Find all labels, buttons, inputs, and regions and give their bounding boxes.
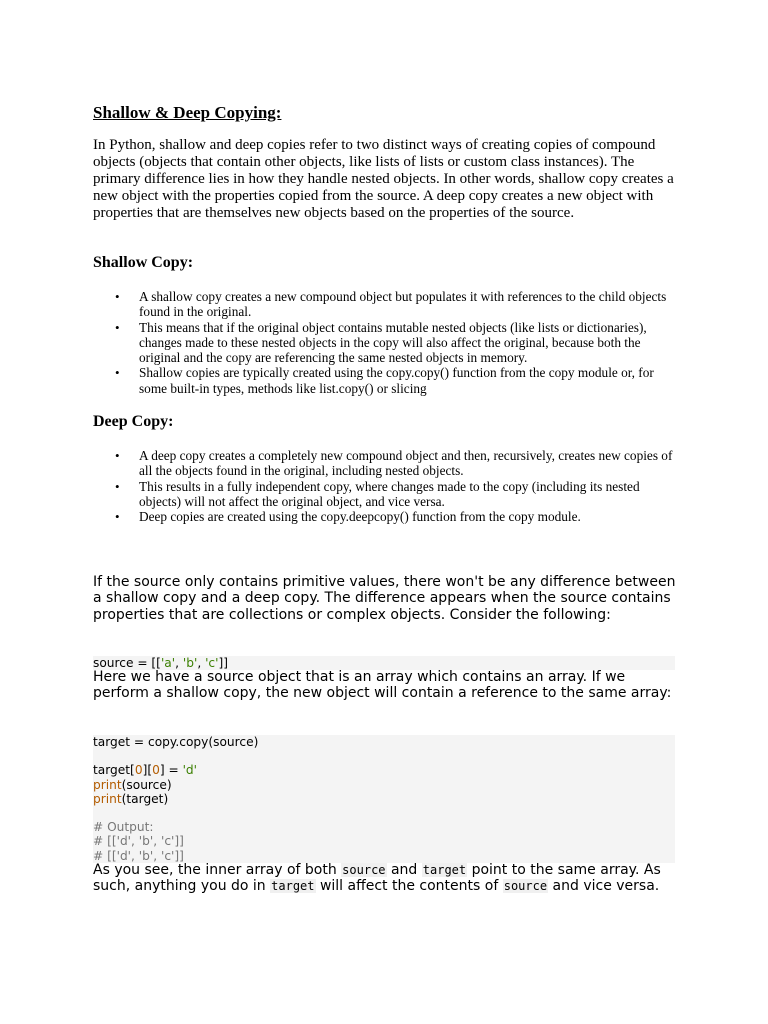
list-item: [93, 448, 683, 479]
conclusion-text: and: [386, 862, 422, 878]
code-text: ,: [175, 656, 183, 670]
code-string: 'b': [182, 656, 198, 670]
code-comment: # [['d', 'b', 'c']]: [93, 834, 184, 849]
inline-code: source: [342, 863, 386, 877]
bullet-icon: •: [115, 365, 120, 381]
shallow-copy-heading: Shallow Copy:: [93, 254, 194, 271]
inline-code: source: [503, 879, 548, 894]
list-item: [93, 509, 683, 524]
conclusion-text: point to the same array. As such, anything you do in: [93, 862, 661, 895]
list-item: [93, 289, 683, 320]
shallow-explanation-paragraph: Here we have a source object that is an array which contains an array. If we perform a shallow copy, the new object will contain a reference to the same array:: [93, 669, 672, 702]
code-text: ][: [142, 763, 153, 778]
list-item: [93, 479, 683, 510]
code-block-copy: [93, 735, 675, 863]
code-string: 'd': [182, 763, 198, 778]
code-comment: # Output:: [93, 820, 154, 835]
list-item-text: A shallow copy creates a new compound object but populates it with references to the child objects found in the original.: [139, 289, 667, 320]
inline-code: target: [271, 879, 315, 894]
list-item-text: A deep copy creates a completely new compound object and then, recursively, creates new copies of all the objects found in the original, including nested objects.: [139, 448, 673, 479]
deep-copy-heading: Deep Copy:: [93, 413, 174, 430]
code-block-source: [93, 656, 675, 670]
code-text: (target): [121, 791, 169, 806]
bullet-icon: •: [115, 478, 120, 494]
code-text: ,: [197, 656, 206, 670]
list-item-text: This means that if the original object contains mutable nested objects (like lists or dictionaries), changes made to these nested objects in the copy will also affect the original, because both the original and the copy are referencing the same nested objects in memory.: [139, 319, 647, 366]
code-text: (source): [121, 777, 172, 792]
bullet-icon: •: [115, 509, 120, 525]
intro-paragraph: In Python, shallow and deep copies refer to two distinct ways of creating copies of compound objects (objects that contain other objects, like lists of lists or custom class instances). The primary difference lies in how they handle nested objects. In other words, shallow copy creates a new object with the properties copied from the source. A deep copy creates a new object with properties that are themselves new objects based on the properties of the source.: [93, 137, 674, 221]
bullet-icon: •: [115, 319, 120, 335]
list-item: [93, 365, 683, 396]
conclusion-text: will affect the contents of: [315, 878, 503, 895]
code-number: 0: [152, 763, 160, 778]
list-item-text: This results in a fully independent copy, where changes made to the copy (including its nested objects) will not affect the original object, and vice versa.: [139, 478, 640, 509]
inline-code: target: [422, 863, 467, 877]
bullet-icon: •: [115, 289, 120, 304]
code-line: target = copy.copy(source): [93, 735, 259, 749]
conclusion-text: As you see, the inner array of both: [93, 862, 342, 878]
code-number: 0: [134, 763, 143, 778]
conclusion-text: and vice versa.: [548, 878, 660, 895]
code-text: source = [[: [93, 656, 161, 670]
code-string: 'c': [205, 656, 219, 670]
code-text: ] =: [159, 763, 183, 778]
code-text: target[: [93, 763, 135, 778]
conclusion-paragraph: [93, 862, 681, 895]
shallow-copy-list: [93, 289, 683, 396]
code-text: ]]: [218, 656, 228, 670]
code-string: 'a': [160, 656, 176, 670]
list-item: [93, 320, 683, 366]
list-item-text: Shallow copies are typically created using the copy.copy() function from the copy module or, for some built-in types, methods like list.copy() or slicing: [139, 365, 654, 396]
page-title: Shallow & Deep Copying:: [93, 103, 282, 122]
code-keyword: print: [93, 791, 122, 806]
primitive-values-paragraph: If the source only contains primitive values, there won't be any difference between a shallow copy and a deep copy. The difference appears when the source contains properties that are collections or complex objects. Consider the following:: [93, 574, 676, 623]
list-item-text: Deep copies are created using the copy.deepcopy() function from the copy module.: [139, 509, 581, 525]
bullet-icon: •: [115, 448, 120, 463]
deep-copy-list: [93, 448, 683, 524]
code-keyword: print: [93, 777, 122, 792]
code-comment: # [['d', 'b', 'c']]: [93, 848, 184, 863]
